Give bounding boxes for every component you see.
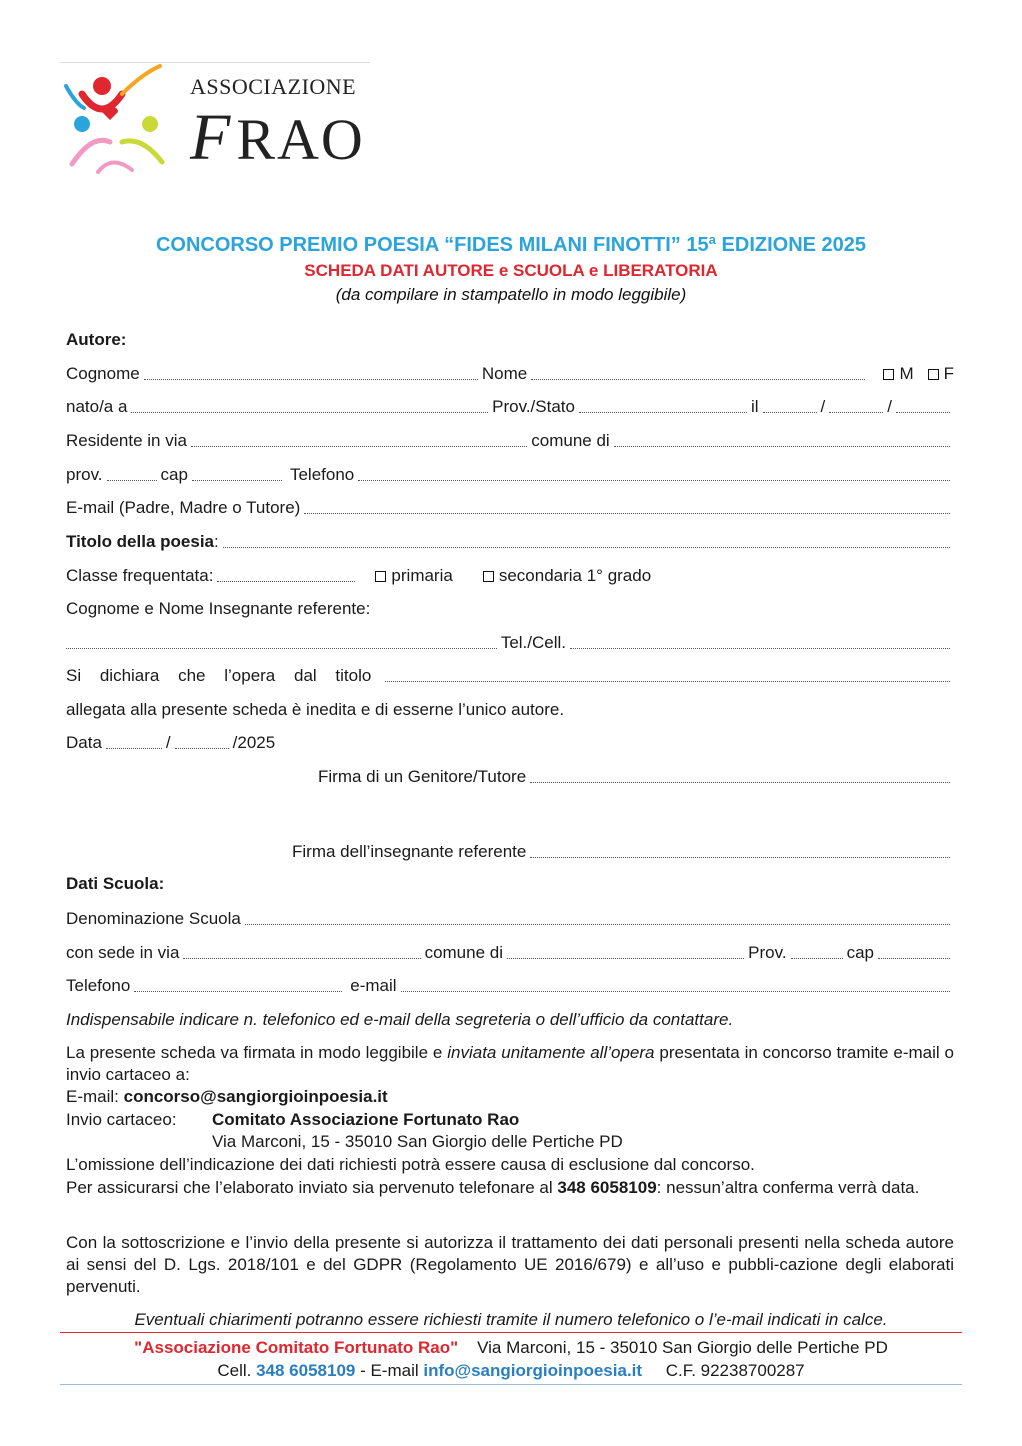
instructions-p1 — [66, 1042, 954, 1086]
poem-title-label: Titolo della poesia — [66, 532, 214, 551]
born-label: nato/a a — [66, 397, 128, 416]
instructions-p1-a: La presente scheda va firmata in modo leggibile e — [66, 1043, 448, 1062]
row-email — [66, 496, 954, 518]
row-date — [66, 731, 954, 753]
declare-text: allegata alla presente scheda è inedita e di esserne l’unico autore. — [66, 700, 565, 719]
row-parent-sign — [318, 765, 954, 787]
colon: : — [214, 532, 219, 551]
school-address-field[interactable] — [183, 957, 420, 959]
email-field[interactable] — [304, 512, 950, 514]
date-month-field[interactable] — [175, 747, 229, 749]
instructions-email — [66, 1086, 954, 1108]
page-title: CONCORSO PREMIO POESIA “FIDES MILANI FINOTTI” 15ª EDIZIONE 2025 — [155, 234, 867, 256]
instructions-p1-b: inviata unitamente all’opera — [447, 1043, 655, 1062]
school-email-field[interactable] — [401, 990, 950, 992]
check-phone: 348 6058109 — [557, 1178, 657, 1197]
row-prov-cap-phone — [66, 463, 954, 485]
row-teacher — [66, 597, 954, 619]
school-town-field[interactable] — [507, 957, 744, 959]
school-cap-field[interactable] — [878, 957, 950, 959]
gender-f-label: F — [943, 364, 955, 383]
footer-org: "Associazione Comitato Fortunato Rao" — [134, 1338, 459, 1357]
prov-state-field[interactable] — [579, 411, 747, 413]
slash: / — [887, 397, 892, 416]
page-subtitle: SCHEDA DATI AUTORE e SCUOLA e LIBERATORIA — [304, 261, 718, 280]
birth-year-field[interactable] — [896, 411, 950, 413]
footer-line1 — [0, 1338, 1022, 1358]
tel-cell-field[interactable] — [570, 647, 950, 649]
footer-cf: C.F. 92238700287 — [665, 1361, 805, 1380]
slash: / — [165, 733, 171, 752]
footer-email-label: - E-mail — [355, 1361, 424, 1380]
school-email-label: e-mail — [350, 976, 397, 995]
association-logo-icon — [62, 64, 172, 174]
row-surname — [66, 362, 954, 384]
school-cap-label: cap — [846, 943, 874, 962]
phone-field[interactable] — [358, 479, 950, 481]
gender-m-label: M — [899, 364, 914, 383]
address-field[interactable] — [191, 445, 527, 447]
teacher-label: Cognome e Nome Insegnante referente: — [66, 599, 371, 618]
checkbox-icon — [928, 369, 939, 380]
logo-rule — [60, 62, 370, 63]
cap-label: cap — [160, 465, 188, 484]
footer-divider — [60, 1332, 962, 1333]
footer-email-link[interactable]: info@sangiorgioinpoesia.it — [423, 1361, 643, 1380]
prov-label: prov. — [66, 465, 103, 484]
poem-title-field[interactable] — [223, 546, 950, 548]
school-name-field[interactable] — [245, 923, 950, 925]
logo-initial: F — [190, 101, 233, 174]
row-declare-2 — [66, 698, 954, 720]
gender-m-checkbox[interactable] — [883, 364, 913, 384]
born-field[interactable] — [131, 411, 488, 413]
row-birth — [66, 395, 954, 417]
school-note: Indispensabile indicare n. telefonico ed e-mail della segreteria o dell’ufficio da contattare. — [66, 1010, 734, 1029]
email-label: E-mail: — [66, 1087, 124, 1106]
school-prov-label: Prov. — [748, 943, 787, 962]
row-teacher-field — [66, 631, 954, 653]
school-prov-field[interactable] — [791, 957, 843, 959]
instructions-mail — [66, 1109, 954, 1131]
row-class — [66, 564, 954, 586]
primary-checkbox[interactable] — [375, 566, 452, 586]
check-a: Per assicurarsi che l’elaborato inviato sia pervenuto telefonare al — [66, 1178, 558, 1197]
omission-text: L’omissione dell’indicazione dei dati richiesti potrà essere causa di esclusione dal concorso. — [66, 1155, 755, 1174]
gender-f-checkbox[interactable] — [928, 364, 954, 384]
footer-address: Via Marconi, 15 - 35010 San Giorgio delle Pertiche PD — [477, 1338, 888, 1357]
parent-sign-field[interactable] — [530, 781, 950, 783]
row-school-phone — [66, 974, 954, 996]
secondary-label: secondaria 1° grado — [498, 566, 652, 585]
town-field[interactable] — [614, 445, 950, 447]
instructions-p1-c: presentata in concorso tramite e-mail o invio cartaceo a: — [66, 1043, 954, 1084]
row-teacher-sign — [292, 840, 954, 862]
logo-name — [190, 100, 365, 176]
class-label: Classe frequentata: — [66, 566, 214, 585]
prov-state-label: Prov./Stato — [492, 397, 575, 416]
row-school-name — [66, 907, 954, 929]
privacy-text: Con la sottoscrizione e l’invio della presente si autorizza il trattamento dei dati personali presenti nella scheda autore ai sensi del D. Lgs. 2018/101 e del GDPR (Regolamento UE 2016/679) e all’uso e pubbli-cazione degli elaborati pervenuti. — [66, 1233, 954, 1296]
school-town-label: comune di — [424, 943, 503, 962]
school-phone-label: Telefono — [66, 976, 131, 995]
teacher-field[interactable] — [66, 647, 497, 649]
slash: / — [820, 397, 826, 416]
closing-text: Eventuali chiarimenti potranno essere richiesti tramite il numero telefonico o l’e-mail indicati in calce. — [134, 1310, 888, 1329]
address-label: Residente in via — [66, 431, 187, 450]
cap-field[interactable] — [192, 479, 282, 481]
declare-label: Si dichiara che l’opera dal titolo — [66, 666, 372, 685]
date-label: Data — [66, 733, 102, 752]
name-label: Nome — [481, 364, 528, 383]
date-year: /2025 — [232, 733, 276, 752]
footer-cell-label: Cell. — [217, 1361, 257, 1380]
primary-label: primaria — [391, 566, 453, 585]
contest-email-link[interactable]: concorso@sangiorgioinpoesia.it — [123, 1087, 388, 1106]
checkbox-icon — [483, 571, 494, 582]
mail-label: Invio cartaceo: — [66, 1110, 177, 1129]
footer-cell: 348 6058109 — [256, 1361, 356, 1380]
footer-bottom-rule — [60, 1384, 962, 1385]
teacher-sign-field[interactable] — [530, 856, 950, 858]
surname-field[interactable] — [144, 378, 478, 380]
school-address-label: con sede in via — [66, 943, 180, 962]
logo-line1: ASSOCIAZIONE — [190, 74, 357, 99]
check-b: : nessun’altra conferma verrà data. — [656, 1178, 920, 1197]
row-school-address — [66, 941, 954, 963]
check-text — [66, 1177, 954, 1199]
checkbox-icon — [883, 369, 894, 380]
logo-line2: RAO — [236, 107, 365, 172]
page-note: (da compilare in stampatello in modo leggibile) — [335, 285, 687, 304]
town-label: comune di — [531, 431, 610, 450]
teacher-sign-label: Firma dell’insegnante referente — [292, 842, 527, 861]
birth-month-field[interactable] — [829, 411, 883, 413]
school-name-label: Denominazione Scuola — [66, 909, 241, 928]
name-field[interactable] — [531, 378, 865, 380]
birth-day-field[interactable] — [763, 411, 817, 413]
row-address — [66, 429, 954, 451]
secondary-checkbox[interactable] — [483, 566, 651, 586]
email-label: E-mail (Padre, Madre o Tutore) — [66, 498, 301, 517]
row-poem-title — [66, 530, 954, 552]
footer-line2 — [0, 1361, 1022, 1381]
mail-address: Via Marconi, 15 - 35010 San Giorgio delle Pertiche PD — [212, 1132, 623, 1151]
prov-field[interactable] — [107, 479, 157, 481]
on-label: il — [750, 397, 759, 416]
mail-name: Comitato Associazione Fortunato Rao — [212, 1110, 520, 1129]
class-field[interactable] — [217, 580, 355, 582]
tel-cell-label: Tel./Cell. — [500, 633, 566, 652]
school-phone-field[interactable] — [134, 990, 342, 992]
date-day-field[interactable] — [106, 747, 162, 749]
author-heading: Autore: — [66, 330, 127, 349]
surname-label: Cognome — [66, 364, 140, 383]
school-heading: Dati Scuola: — [66, 874, 165, 893]
row-declare — [66, 664, 954, 686]
declare-title-field[interactable] — [385, 680, 950, 682]
parent-sign-label: Firma di un Genitore/Tutore — [318, 767, 527, 786]
checkbox-icon — [375, 571, 386, 582]
phone-label: Telefono — [289, 465, 355, 484]
